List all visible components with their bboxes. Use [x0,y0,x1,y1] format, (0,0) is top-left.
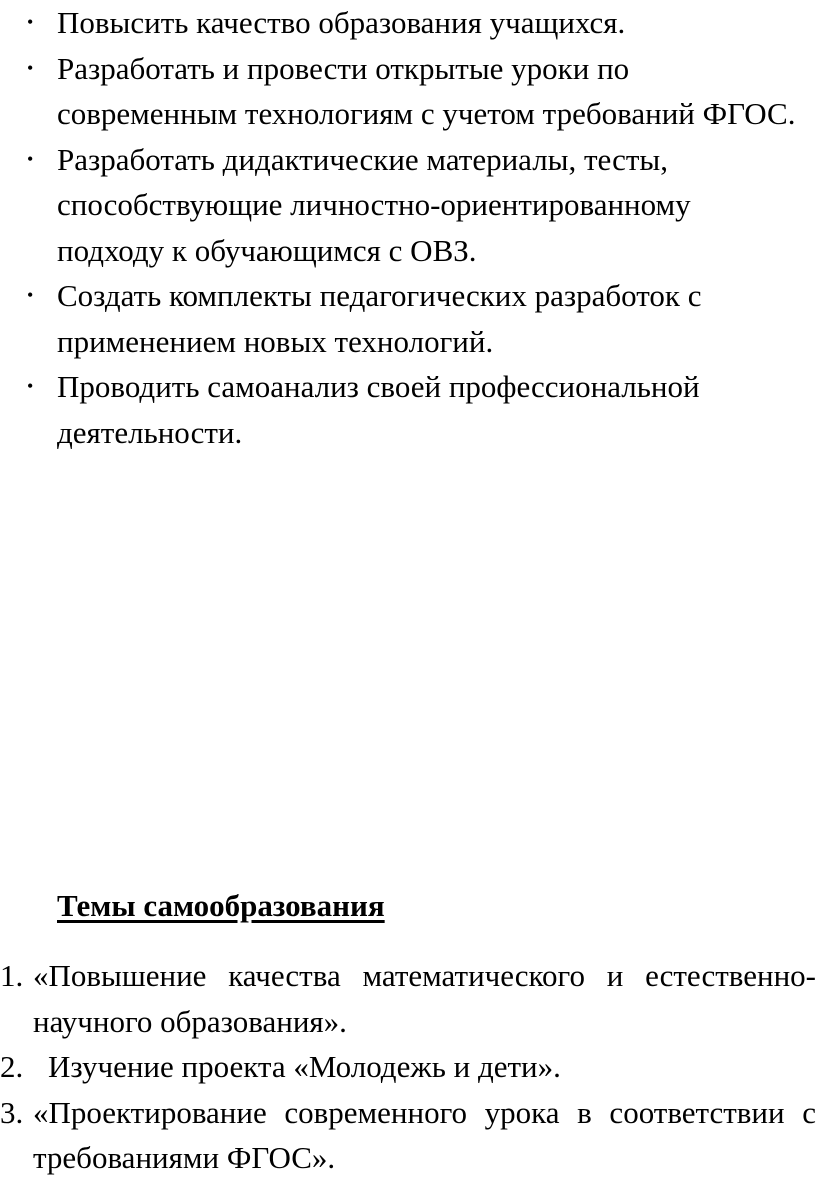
list-item [0,273,816,364]
list-item [0,46,816,137]
bullet-icon: • [27,285,34,305]
bullet-icon: • [27,57,34,78]
goal-text: Разработать дидактические материалы, тесты, способствующие личностно-ориентированному подходу к обучающимся с ОВЗ. [57,141,691,268]
list-item [0,953,816,1044]
list-item [0,364,816,455]
topic-text: «Повышение качества математического и естественно-научного образования». [33,958,816,1039]
bullet-icon: • [27,376,34,396]
goal-text: Проводить самоанализ своей профессиональной деятельности. [57,369,700,450]
bullet-icon: • [27,148,34,169]
list-item [0,137,816,274]
topic-text: Изучение проекта «Молодежь и дети». [48,1049,561,1084]
list-item [0,0,816,46]
goal-text: Повысить качество образования учащихся. [57,5,626,40]
topic-text: «Проектирование современного урока в соответствии с требованиями ФГОС». [33,1094,816,1175]
topics-list [0,953,816,1181]
topic-number: 1. [0,958,24,993]
topic-number: 3. [0,1094,24,1130]
list-item [0,1090,816,1181]
bullet-icon: • [27,12,34,32]
goals-list [0,0,816,455]
goal-text: Разработать и провести открытые уроки по современным технологиям с учетом требований ФГОС. [57,50,796,131]
topic-number: 2. [0,1049,24,1084]
goal-text: Создать комплекты педагогических разработок с применением новых технологий. [57,278,702,359]
topics-heading: Темы самообразования [57,888,385,923]
list-item [0,1044,816,1090]
